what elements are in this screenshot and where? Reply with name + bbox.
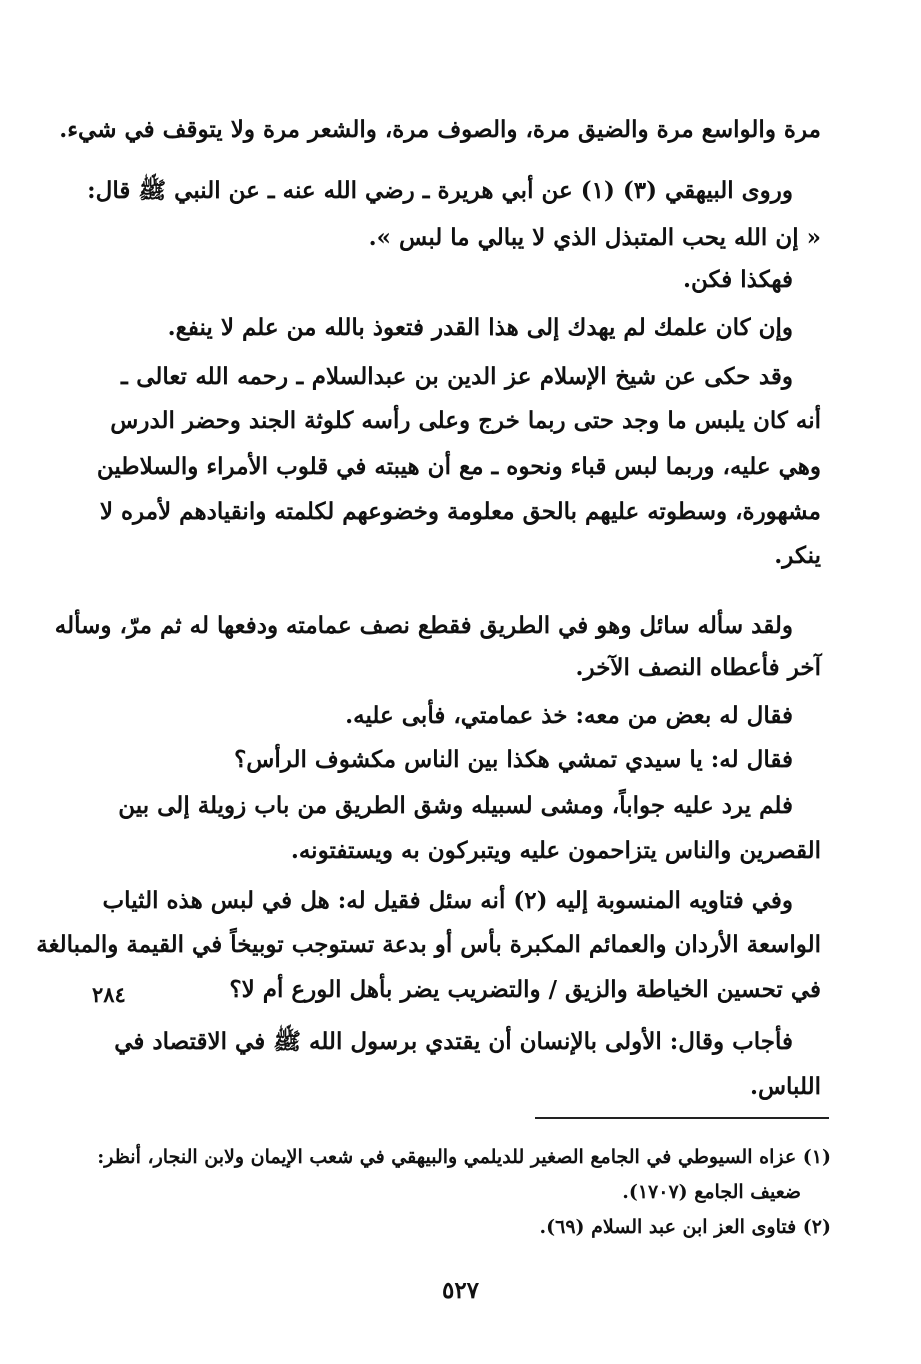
text-line: وقد حكى عن شيخ الإسلام عز الدين بن عبدالسلام ـ رحمه الله تعالى ـ bbox=[121, 363, 793, 390]
text-line: فقال له: يا سيدي تمشي هكذا بين الناس مكشوف الرأس؟ bbox=[234, 746, 793, 773]
text-line: وفي فتاويه المنسوبة إليه (٢) أنه سئل فقيل له: هل في لبس هذه الثياب bbox=[102, 887, 793, 914]
text-line: أنه كان يلبس ما وجد حتى ربما خرج وعلى رأسه كلوثة الجند وحضر الدرس bbox=[110, 407, 821, 434]
page-number: ٥٢٧ bbox=[441, 1277, 480, 1304]
text-line: وإن كان علمك لم يهدك إلى هذا القدر فتعوذ بالله من علم لا ينفع. bbox=[167, 314, 793, 341]
text-line: في تحسين الخياطة والزيق / والتضريب يضر بأهل الورع أم لا؟ bbox=[229, 976, 821, 1003]
text-line: مرة والواسع مرة والضيق مرة، والصوف مرة، والشعر مرة ولا يتوقف في شيء. bbox=[59, 116, 821, 143]
footnote-line: (٢) فتاوى العز ابن عبد السلام (٦٩). bbox=[539, 1216, 831, 1238]
text-line: اللباس. bbox=[749, 1073, 821, 1100]
text-line: وروى البيهقي (٣) (١) عن أبي هريرة ـ رضي الله عنه ـ عن النبي ﷺ قال: bbox=[87, 177, 793, 204]
text-line: « إن الله يحب المتبذل الذي لا يبالي ما لبس ». bbox=[368, 224, 821, 251]
text-line: مشهورة، وسطوته عليهم بالحق معلومة وخضوعهم لكلمته وانقيادهم لأمره لا bbox=[99, 498, 821, 525]
footnote-separator bbox=[535, 1117, 829, 1119]
text-line: ينكر. bbox=[774, 542, 821, 569]
footnote-line: ضعيف الجامع (١٧٠٧). bbox=[622, 1181, 801, 1203]
text-line: القصرين والناس يتزاحمون عليه ويتبركون به ويستفتونه. bbox=[290, 837, 821, 864]
text-line: فأجاب وقال: الأولى بالإنسان أن يقتدي برسول الله ﷺ في الاقتصاد في bbox=[114, 1028, 793, 1055]
text-line: فقال له بعض من معه: خذ عمامتي، فأبى عليه. bbox=[345, 702, 793, 729]
text-line: آخر فأعطاه النصف الآخر. bbox=[575, 654, 821, 681]
text-line: وهي عليه، وربما لبس قباء ونحوه ـ مع أن هيبته في قلوب الأمراء والسلاطين bbox=[96, 453, 821, 480]
text-line: ولقد سأله سائل وهو في الطريق فقطع نصف عمامته ودفعها له ثم مرّ، وسأله bbox=[54, 612, 793, 639]
text-line: الواسعة الأردان والعمائم المكبرة بأس أو بدعة تستوجب توبيخاً في القيمة والمبالغة bbox=[36, 931, 821, 958]
margin-page-reference: ٢٨٤ bbox=[92, 982, 126, 1007]
footnote-line: (١) عزاه السيوطي في الجامع الصغير للديلمي والبيهقي في شعب الإيمان ولابن النجار، أنظر: bbox=[97, 1146, 831, 1168]
text-line: فلم يرد عليه جواباً، ومشى لسبيله وشق الطريق من باب زويلة إلى بين bbox=[118, 792, 793, 819]
text-line: فهكذا فكن. bbox=[683, 266, 793, 293]
